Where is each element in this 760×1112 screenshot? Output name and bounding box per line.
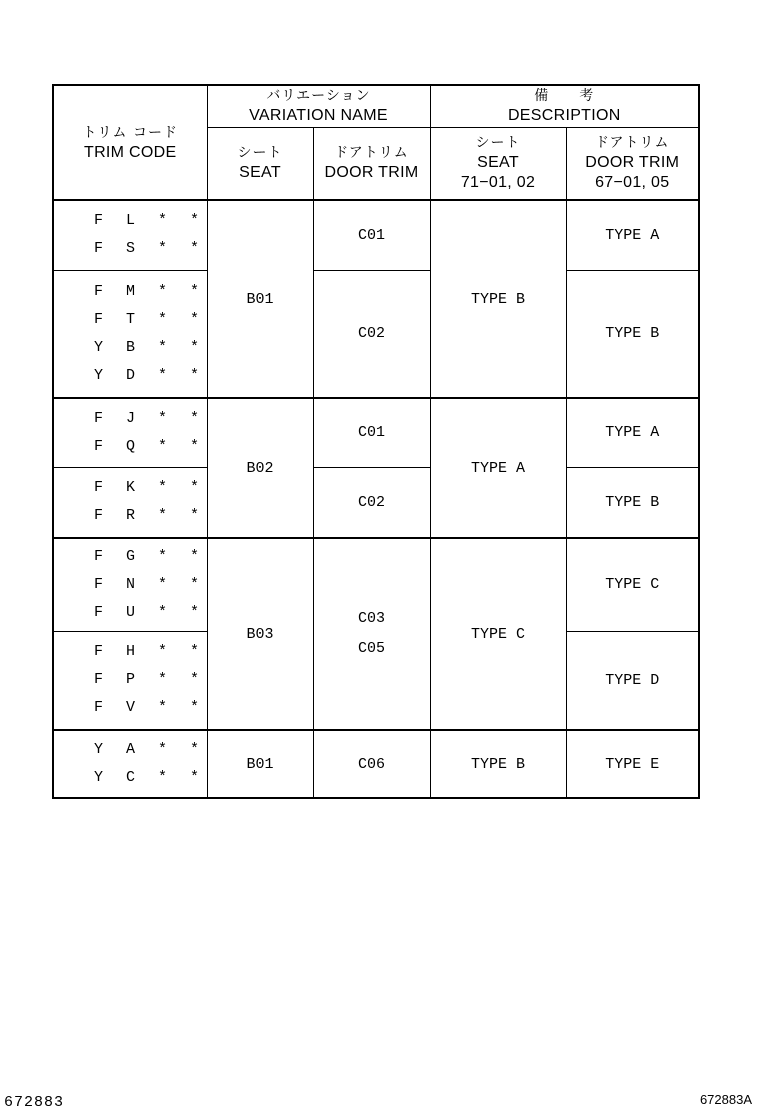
seat-header	[207, 127, 313, 200]
door-trim-header	[313, 127, 430, 200]
seat-header-en: SEAT	[239, 164, 281, 182]
door-trim-description-cell: TYPE C	[566, 538, 699, 631]
trim-code: F L * *	[94, 212, 207, 230]
trim-code: Y B * *	[94, 338, 207, 356]
door-trim-variation-cell: C01	[313, 398, 430, 467]
variation-name-header-jp: バリエーション	[266, 88, 371, 105]
door-trim-description-cell: TYPE D	[566, 631, 699, 730]
trim-code-header-jp: トリム コード	[82, 124, 178, 141]
desc-seat-header-en: SEAT	[477, 154, 519, 172]
door-trim-description-cell: TYPE B	[566, 270, 699, 398]
trim-code: F V * *	[94, 699, 207, 717]
door-trim-description-cell: TYPE A	[566, 200, 699, 270]
variation-name-header	[207, 85, 430, 127]
trim-code: F H * *	[94, 643, 207, 661]
seat-variation-cell: B02	[207, 398, 313, 538]
variation-name-header-en: VARIATION NAME	[249, 107, 388, 125]
door-trim-variation-cell: C02	[313, 270, 430, 398]
trim-code: F N * *	[94, 575, 207, 593]
trim-code-table	[52, 84, 700, 799]
door-trim-description-cell: TYPE B	[566, 467, 699, 538]
door-trim-description-cell: TYPE A	[566, 398, 699, 467]
trim-code-cell	[53, 631, 207, 730]
seat-variation-cell: B03	[207, 538, 313, 730]
trim-code: Y A * *	[94, 741, 207, 758]
seat-header-jp: シート	[237, 145, 283, 162]
trim-code-cell	[53, 270, 207, 398]
trim-code-header	[53, 85, 207, 200]
door-trim-variation-cell: C01	[313, 200, 430, 270]
trim-code: F G * *	[94, 547, 207, 565]
trim-code-cell	[53, 398, 207, 467]
door-trim-variation-cell	[313, 538, 430, 730]
trim-code: F K * *	[94, 479, 207, 497]
desc-door-trim-ref: 67−01, 05	[595, 174, 670, 192]
desc-door-trim-header	[566, 127, 699, 200]
desc-seat-ref: 71−01, 02	[460, 174, 536, 192]
trim-code: F U * *	[94, 603, 207, 621]
seat-variation-cell: B01	[207, 200, 313, 398]
seat-description-cell: TYPE C	[430, 538, 566, 730]
description-header-jp: 備 考	[534, 88, 595, 105]
illustration-number-alt: 672883A	[699, 1092, 752, 1107]
seat-description-cell: TYPE A	[430, 398, 566, 538]
door-trim-variation-line: C03	[358, 610, 386, 627]
door-trim-variation-line: C05	[358, 640, 386, 657]
description-header-en: DESCRIPTION	[507, 107, 621, 125]
trim-code-header-en: TRIM CODE	[84, 143, 177, 161]
door-trim-variation-cell: C02	[313, 467, 430, 538]
trim-code: F J * *	[94, 409, 207, 427]
trim-code-cell	[53, 538, 207, 631]
trim-code: F M * *	[94, 282, 207, 300]
trim-code-cell	[53, 200, 207, 270]
desc-door-trim-header-en: DOOR TRIM	[585, 154, 680, 172]
door-trim-description-cell: TYPE E	[566, 730, 699, 798]
trim-code: Y C * *	[94, 769, 207, 786]
seat-variation-cell: B01	[207, 730, 313, 798]
trim-code-cell	[53, 467, 207, 538]
desc-seat-header-jp: シート	[475, 135, 521, 152]
trim-code: F R * *	[94, 507, 207, 525]
seat-description-cell: TYPE B	[430, 200, 566, 398]
illustration-number: 672883	[4, 1094, 65, 1111]
door-trim-header-jp: ドアトリム	[334, 145, 409, 162]
trim-code-cell	[53, 730, 207, 798]
seat-description-cell: TYPE B	[430, 730, 566, 798]
desc-door-trim-header-jp: ドアトリム	[594, 135, 670, 152]
trim-code: Y D * *	[94, 366, 207, 384]
description-header	[430, 85, 699, 127]
trim-code: F T * *	[94, 310, 207, 328]
trim-code: F Q * *	[94, 437, 207, 455]
door-trim-variation-cell: C06	[313, 730, 430, 798]
trim-code: F P * *	[94, 671, 207, 689]
desc-seat-header	[430, 127, 566, 200]
trim-code: F S * *	[94, 240, 207, 258]
door-trim-header-en: DOOR TRIM	[324, 164, 419, 182]
